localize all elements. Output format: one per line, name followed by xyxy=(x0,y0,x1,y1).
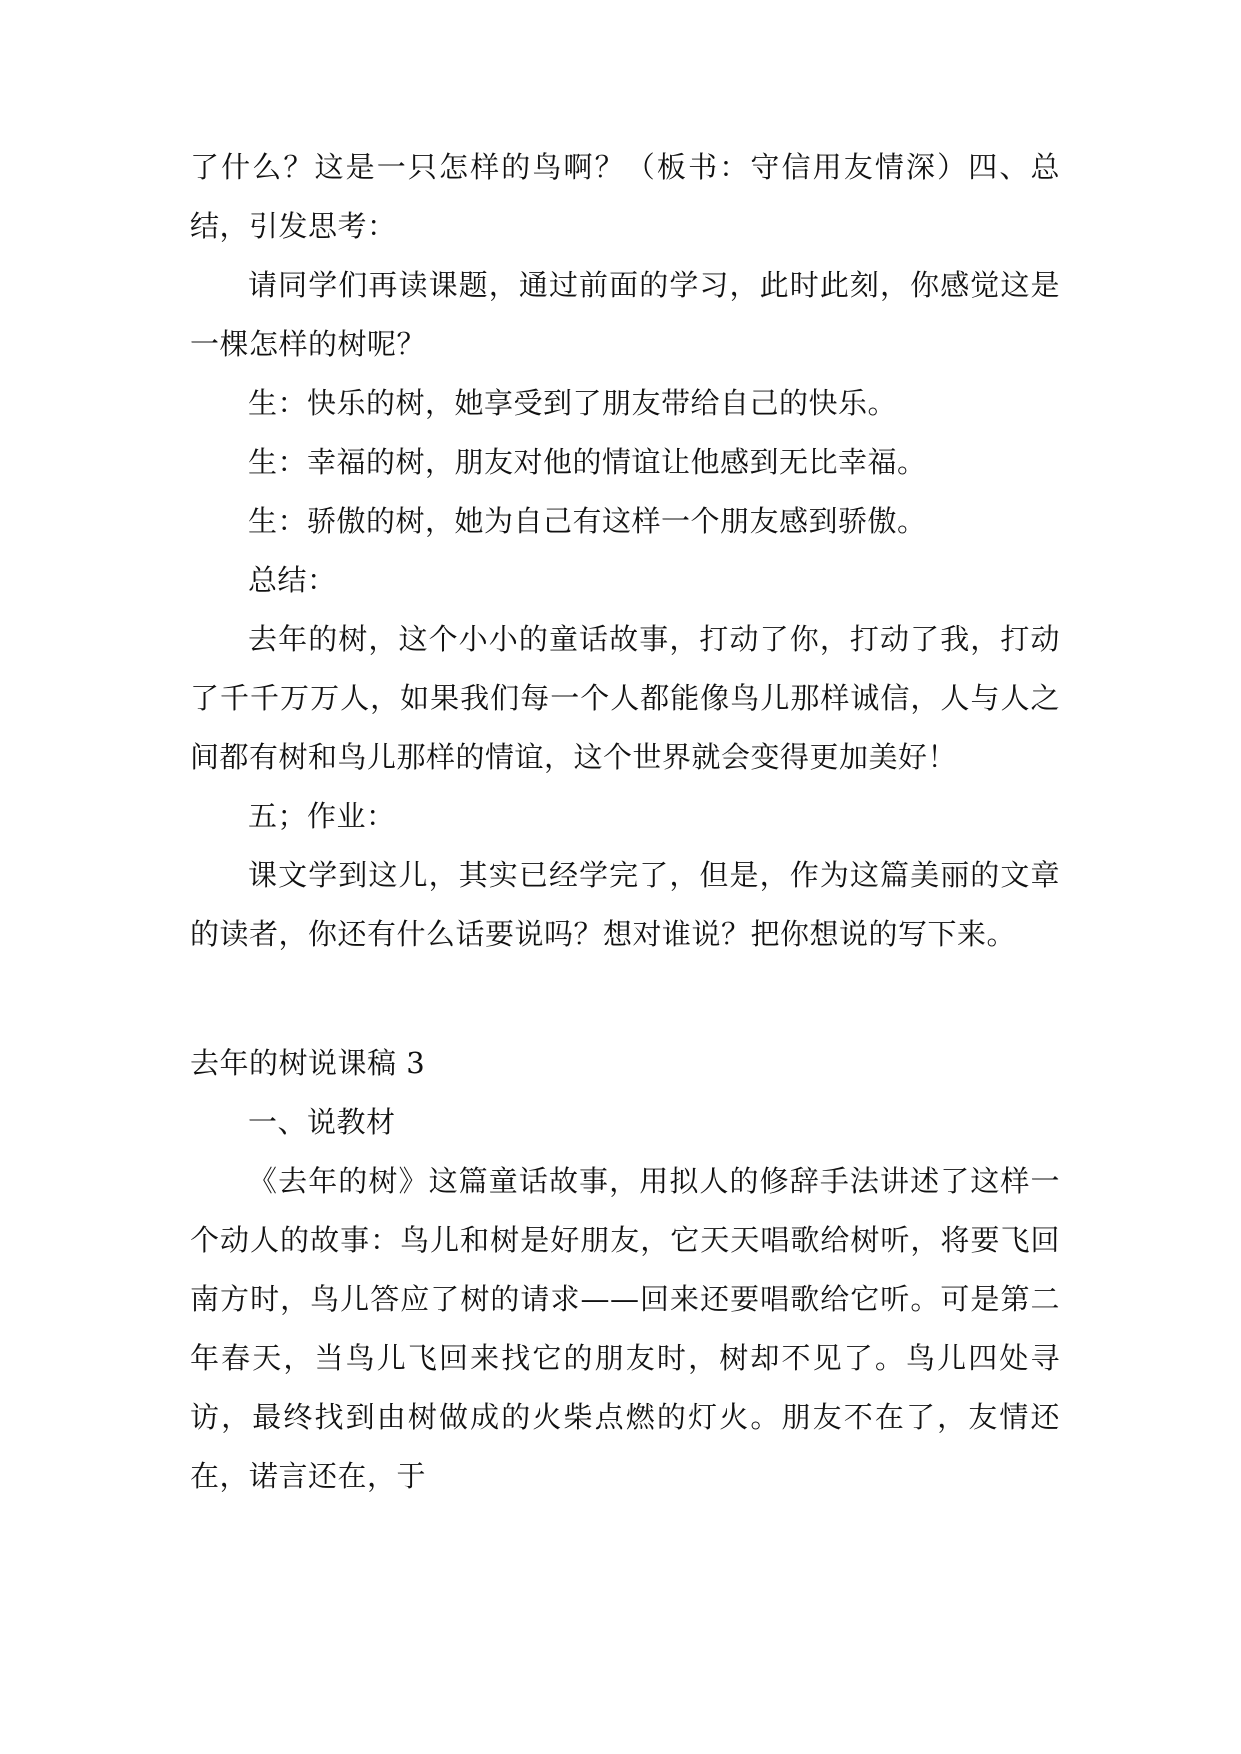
paragraph: 了什么？这是一只怎样的鸟啊？（板书：守信用友情深）四、总结，引发思考： xyxy=(190,150,1060,243)
paragraph: 课文学到这儿，其实已经学完了，但是，作为这篇美丽的文章的读者，你还有什么话要说吗？想对谁说？把你想说的写下来。 xyxy=(190,858,1060,951)
document-page xyxy=(190,0,1060,1754)
paragraph: 总结： xyxy=(248,563,337,597)
paragraph: 生：快乐的树，她享受到了朋友带给自己的快乐。 xyxy=(248,386,898,420)
body-text-part1 xyxy=(190,0,1060,964)
paragraph: 一、说教材 xyxy=(248,1105,396,1139)
paragraph: 请同学们再读课题，通过前面的学习，此时此刻，你感觉这是一棵怎样的树呢？ xyxy=(190,268,1060,361)
section-3 xyxy=(190,1034,1060,1506)
paragraph: 《去年的树》这篇童话故事，用拟人的修辞手法讲述了这样一个动人的故事：鸟儿和树是好朋友，它天天唱歌给树听，将要飞回南方时，鸟儿答应了树的请求——回来还要唱歌给它听。可是第二年春天，当鸟儿飞回来找它的朋友时，树却不见了。鸟儿四处寻访，最终找到由树做成的火柴点燃的灯火。朋友不在了，友情还在，诺言还在，于 xyxy=(190,1164,1060,1493)
paragraph: 生：骄傲的树，她为自己有这样一个朋友感到骄傲。 xyxy=(248,504,927,538)
paragraph: 五；作业： xyxy=(248,799,396,833)
section-title: 去年的树说课稿 3 xyxy=(190,1046,426,1080)
paragraph: 生：幸福的树，朋友对他的情谊让他感到无比幸福。 xyxy=(248,445,927,479)
paragraph: 去年的树，这个小小的童话故事，打动了你，打动了我，打动了千千万万人，如果我们每一个人都能像鸟儿那样诚信，人与人之间都有树和鸟儿那样的情谊，这个世界就会变得更加美好！ xyxy=(190,622,1060,774)
